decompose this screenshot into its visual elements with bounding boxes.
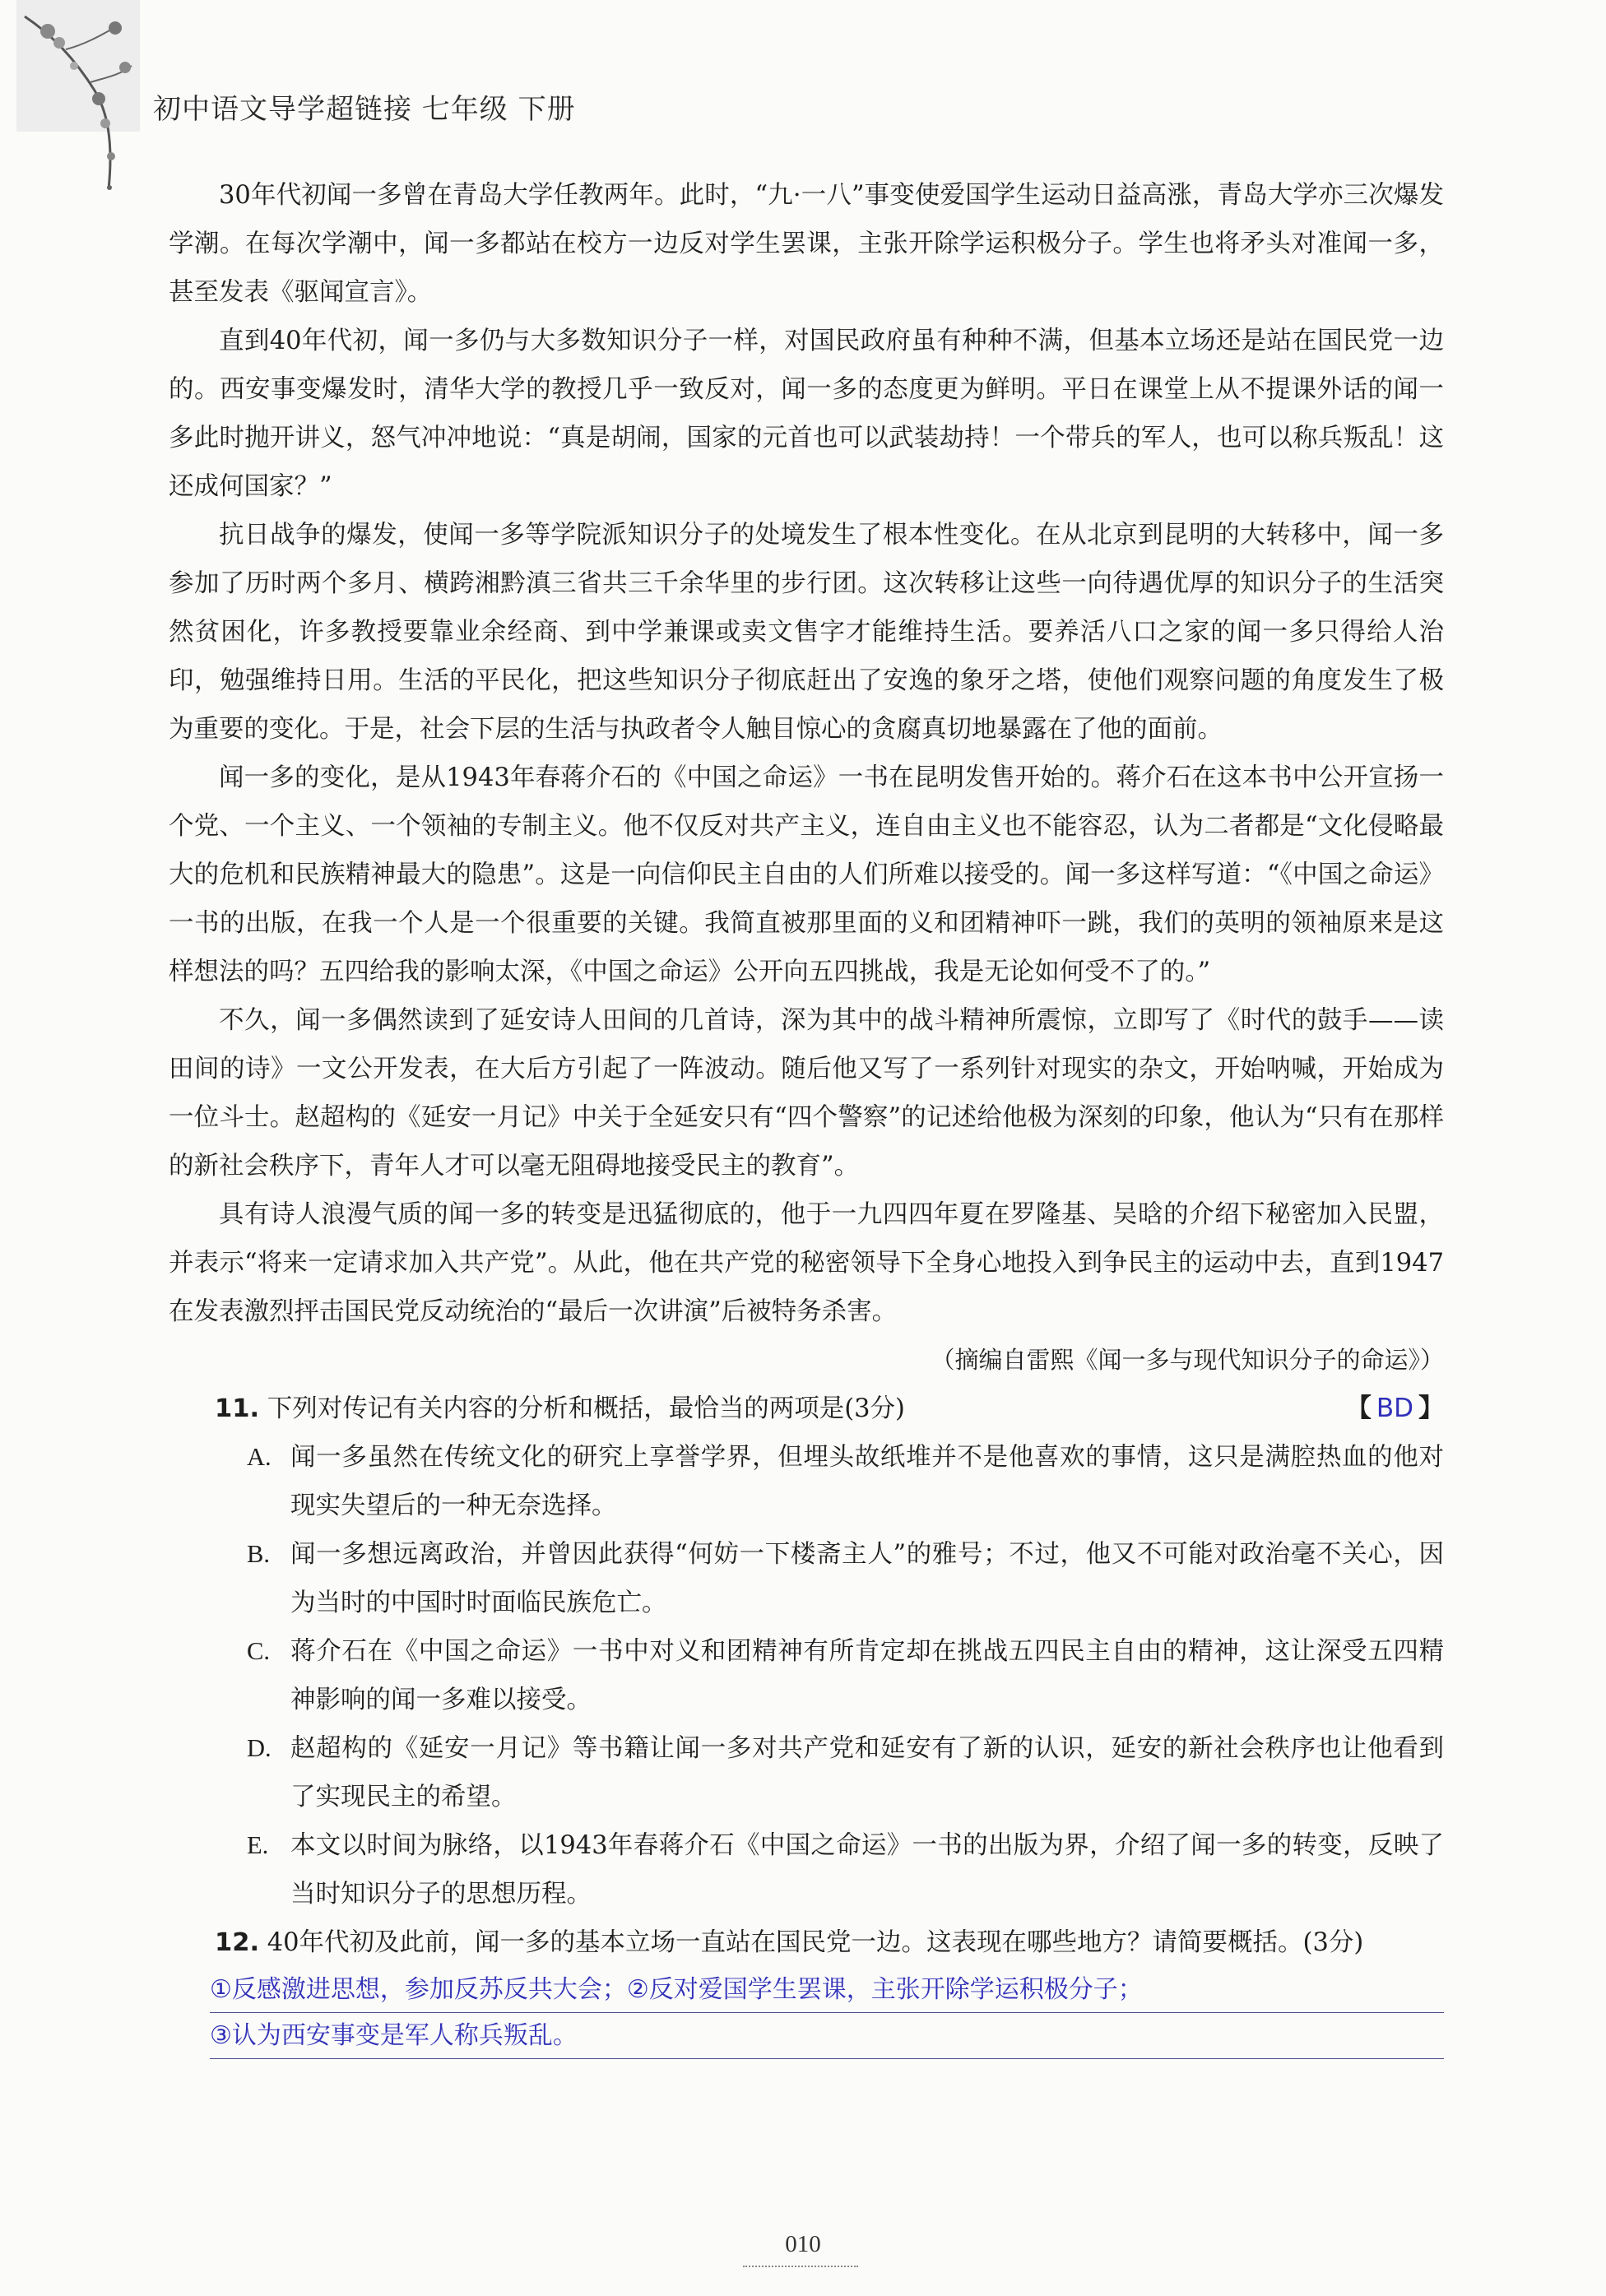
question-number: 12. <box>215 1928 260 1957</box>
option-e <box>169 1821 1444 1918</box>
page-number-rule <box>743 2266 858 2267</box>
option-d <box>169 1724 1444 1821</box>
handwritten-answer: BD <box>1376 1394 1413 1423</box>
article-source: （摘编自雷熙《闻一多与现代知识分子的命运》） <box>931 1346 1444 1374</box>
option-text: 赵超构的《延安一月记》等书籍让闻一多对共产党和延安有了新的认识，延安的新社会秩序也让他看到了实现民主的希望。 <box>290 1734 1444 1811</box>
option-text: 本文以时间为脉络，以1943年春蒋介石《中国之命运》一书的出版为界，介绍了闻一多的转变，反映了当时知识分子的思想历程。 <box>290 1831 1444 1909</box>
article-paragraph: 不久，闻一多偶然读到了延安诗人田间的几首诗，深为其中的战斗精神所震惊，立即写了《时代的鼓手——读田间的诗》一文公开发表，在大后方引起了一阵波动。随后他又写了一系列针对现实的杂文，开始呐喊，开始成为一位斗士。赵超构的《延安一月记》中关于全延安只有“四个警察”的记述给他极为深刻的印象，他认为“只有在那样的新社会秩序下，青年人才可以毫无阻碍地接受民主的教育”。 <box>169 1006 1444 1180</box>
option-letter: E. <box>247 1831 269 1859</box>
question-12-stem <box>169 1918 1444 1967</box>
article-paragraph: 具有诗人浪漫气质的闻一多的转变是迅猛彻底的，他于一九四四年夏在罗隆基、吴晗的介绍下秘密加入民盟，并表示“将来一定请求加入共产党”。从此，他在共产党的秘密领导下全身心地投入到争民主的运动中去，直到1947在发表激烈抨击国民党反动统治的“最后一次讲演”后被特务杀害。 <box>169 1200 1444 1326</box>
question-11 <box>169 1385 1444 1918</box>
option-letter: B. <box>247 1540 270 1568</box>
option-letter: A. <box>247 1443 272 1471</box>
answer-badge: 【 BD 】 <box>1345 1394 1444 1423</box>
page-number: 010 <box>785 2231 821 2257</box>
question-number: 11. <box>215 1394 260 1423</box>
article-body <box>169 171 1444 2059</box>
handwritten-answer-block <box>169 1967 1444 2059</box>
question-text: 40年代初及此前，闻一多的基本立场一直站在国民党一边。这表现在哪些地方？请简要概括。(3分) <box>267 1928 1364 1957</box>
option-c <box>169 1627 1444 1724</box>
article-paragraph: 30年代初闻一多曾在青岛大学任教两年。此时，“九·一八”事变使爱国学生运动日益高涨，青岛大学亦三次爆发学潮。在每次学潮中，闻一多都站在校方一边反对学生罢课，主张开除学运积极分子。学生也将矛头对准闻一多，甚至发表《驱闻宣言》。 <box>169 181 1444 307</box>
option-text: 闻一多想远离政治，并曾因此获得“何妨一下楼斋主人”的雅号；不过，他又不可能对政治毫不关心，因为当时的中国时时面临民族危亡。 <box>290 1540 1444 1617</box>
book-title-header: 初中语文导学超链接 七年级 下册 <box>153 93 576 126</box>
question-12 <box>169 1918 1444 2059</box>
option-letter: C. <box>247 1637 270 1665</box>
flower-decoration-icon <box>16 0 140 206</box>
option-a <box>169 1433 1444 1530</box>
answer-line: ③认为西安事变是军人称兵叛乱。 <box>210 2013 1444 2059</box>
article-paragraph: 直到40年代初，闻一多仍与大多数知识分子一样，对国民政府虽有种种不满，但基本立场还是站在国民党一边的。西安事变爆发时，清华大学的教授几乎一致反对，闻一多的态度更为鲜明。平日在课堂上从不提课外话的闻一多此时抛开讲义，怒气冲冲地说：“真是胡闹，国家的元首也可以武装劫持！一个带兵的军人，也可以称兵叛乱！这还成何国家？” <box>169 327 1444 501</box>
option-text: 蒋介石在《中国之命运》一书中对义和团精神有所肯定却在挑战五四民主自由的精神，这让深受五四精神影响的闻一多难以接受。 <box>290 1637 1444 1714</box>
option-b <box>169 1530 1444 1627</box>
option-letter: D. <box>247 1734 272 1762</box>
question-text: 下列对传记有关内容的分析和概括，最恰当的两项是(3分) <box>267 1394 905 1423</box>
article-paragraph: 抗日战争的爆发，使闻一多等学院派知识分子的处境发生了根本性变化。在从北京到昆明的大转移中，闻一多参加了历时两个多月、横跨湘黔滇三省共三千余华里的步行团。这次转移让这些一向待遇优厚的知识分子的生活突然贫困化，许多教授要靠业余经商、到中学兼课或卖文售字才能维持生活。要养活八口之家的闻一多只得给人治印，勉强维持日用。生活的平民化，把这些知识分子彻底赶出了安逸的象牙之塔，使他们观察问题的角度发生了极为重要的变化。于是，社会下层的生活与执政者令人触目惊心的贪腐真切地暴露在了他的面前。 <box>169 521 1444 744</box>
option-text: 闻一多虽然在传统文化的研究上享誉学界，但埋头故纸堆并不是他喜欢的事情，这只是满腔热血的他对现实失望后的一种无奈选择。 <box>290 1443 1444 1520</box>
article-paragraph: 闻一多的变化，是从1943年春蒋介石的《中国之命运》一书在昆明发售开始的。蒋介石在这本书中公开宣扬一个党、一个主义、一个领袖的专制主义。他不仅反对共产主义，连自由主义也不能容忍，认为二者都是“文化侵略最大的危机和民族精神最大的隐患”。这是一向信仰民主自由的人们所难以接受的。闻一多这样写道：“《中国之命运》一书的出版，在我一个人是一个很重要的关键。我简直被那里面的义和团精神吓一跳，我们的英明的领袖原来是这样想法的吗？五四给我的影响太深，《中国之命运》公开向五四挑战，我是无论如何受不了的。” <box>169 763 1444 986</box>
answer-line: ①反感激进思想，参加反苏反共大会；②反对爱国学生罢课，主张开除学运积极分子； <box>210 1967 1444 2013</box>
question-11-stem <box>169 1385 1444 1433</box>
